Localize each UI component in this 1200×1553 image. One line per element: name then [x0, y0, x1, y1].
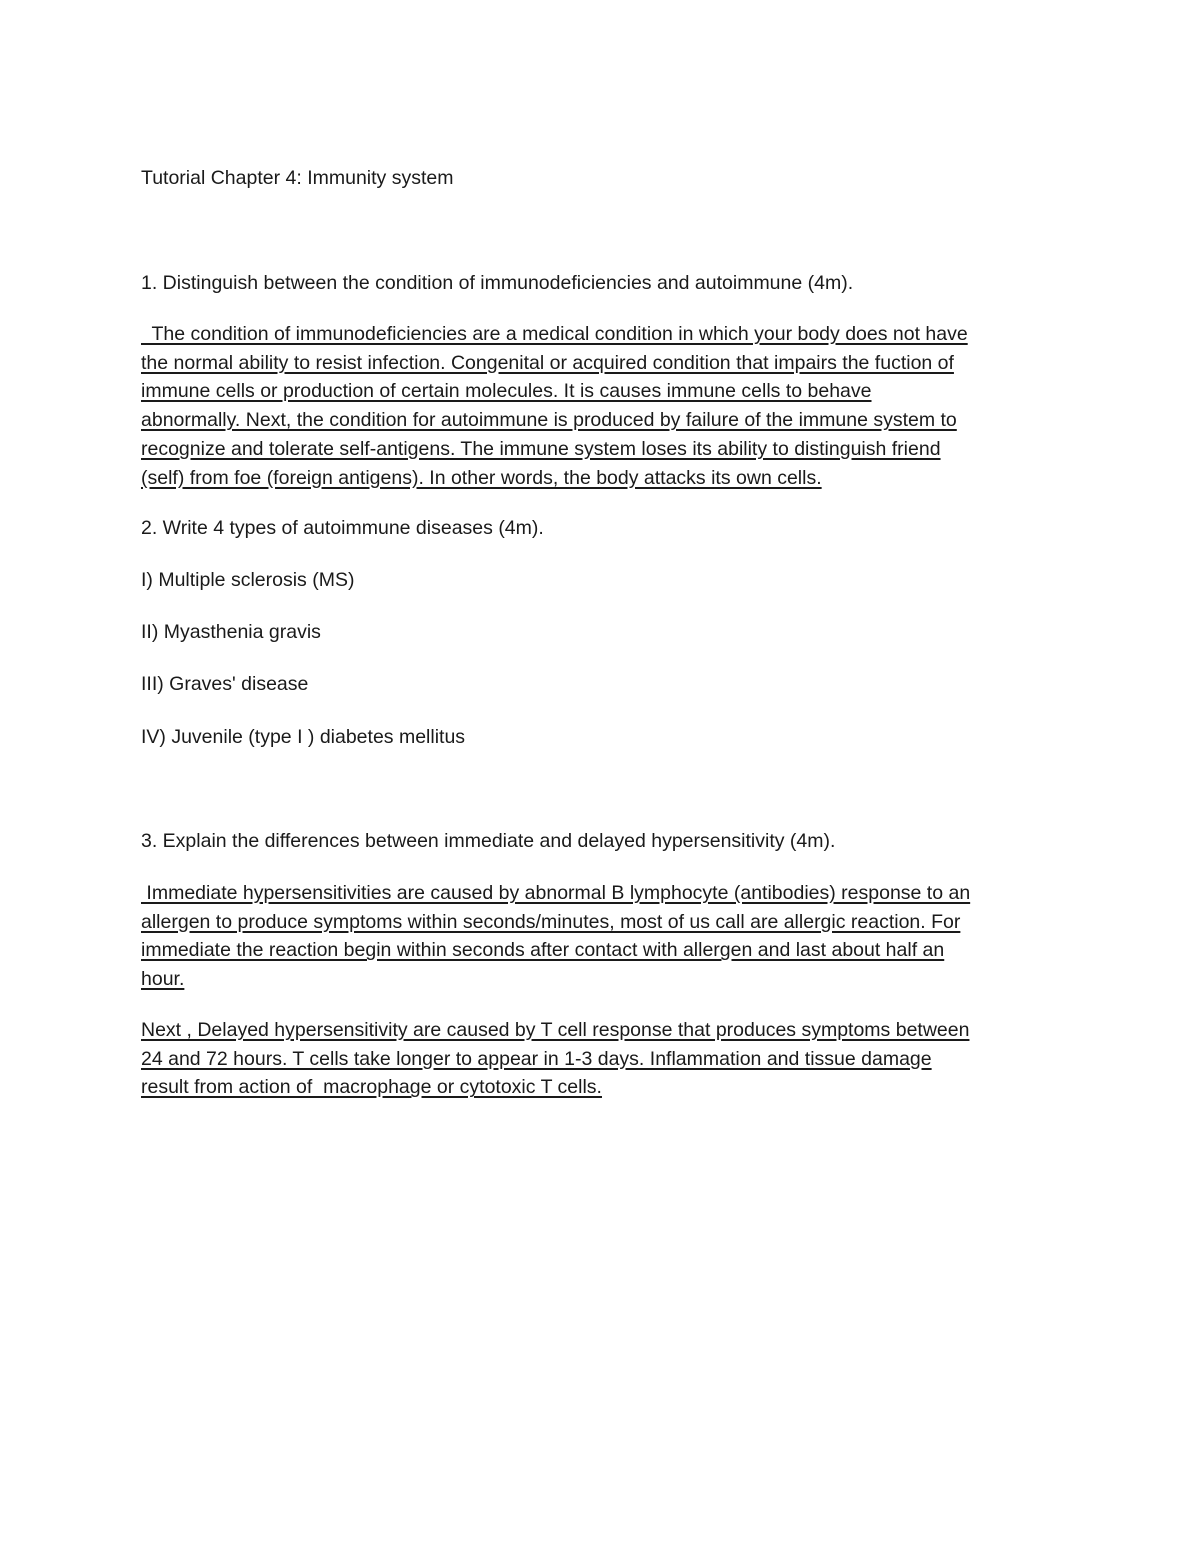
answer-3-line: Immediate hypersensitivities are caused by abnormal B lymphocyte (antibodies) response to an: [141, 882, 971, 904]
answer-3-line: Next , Delayed hypersensitivity are caused by T cell response that produces symptoms between: [141, 1019, 970, 1041]
answer-3-line: result from action of macrophage or cytotoxic T cells.: [141, 1076, 602, 1099]
document-page: [141, 0, 1071, 1553]
list-item: IV) Juvenile (type I ) diabetes mellitus: [141, 726, 466, 748]
list-item: II) Myasthenia gravis: [141, 621, 321, 643]
answer-1-line: immune cells or production of certain molecules. It is causes immune cells to behave: [141, 380, 872, 403]
answer-3-line: 24 and 72 hours. T cells take longer to appear in 1-3 days. Inflammation and tissue damage: [141, 1047, 932, 1070]
answer-1-line: The condition of immunodeficiencies are a medical condition in which your body does not have: [141, 323, 968, 345]
answer-3-immediate: [141, 879, 1071, 994]
question-2: 2. Write 4 types of autoimmune diseases (4m).: [141, 517, 544, 539]
answer-3-line: immediate the reaction begin within seconds after contact with allergen and last about half an: [141, 939, 945, 962]
answer-1-line: (self) from foe (foreign antigens). In other words, the body attacks its own cells.: [141, 466, 822, 489]
document-title: Tutorial Chapter 4: Immunity system: [141, 167, 454, 189]
question-3: 3. Explain the differences between immediate and delayed hypersensitivity (4m).: [141, 830, 836, 852]
answer-1-line: abnormally. Next, the condition for autoimmune is produced by failure of the immune system to: [141, 409, 957, 432]
answer-3-delayed: [141, 1016, 1071, 1102]
answer-1-line: recognize and tolerate self-antigens. The immune system loses its ability to distinguish friend: [141, 437, 941, 460]
list-item: I) Multiple sclerosis (MS): [141, 569, 355, 591]
answer-3-line: allergen to produce symptoms within seconds/minutes, most of us call are allergic reaction. For: [141, 910, 961, 933]
answer-3-line: hour.: [141, 968, 185, 991]
list-item: III) Graves' disease: [141, 673, 309, 695]
answer-1: [141, 320, 1071, 492]
question-1: 1. Distinguish between the condition of immunodeficiencies and autoimmune (4m).: [141, 272, 854, 294]
answer-1-line: the normal ability to resist infection. Congenital or acquired condition that impairs the fuction of: [141, 351, 954, 374]
